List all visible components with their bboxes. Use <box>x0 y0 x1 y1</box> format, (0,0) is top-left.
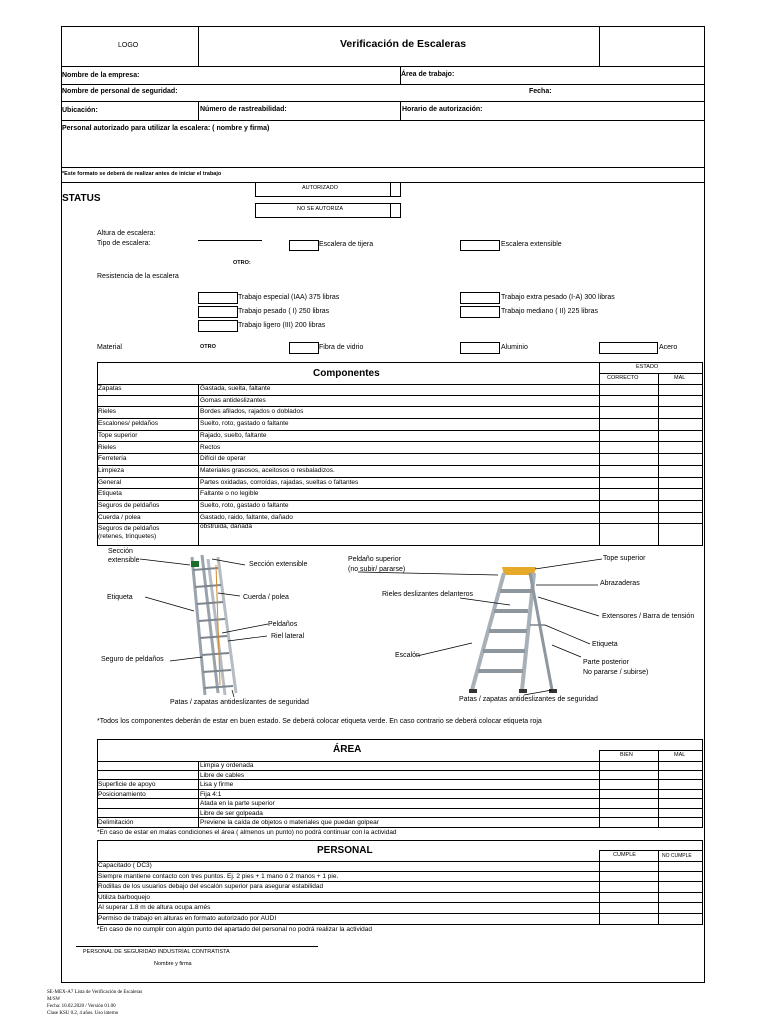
label-seccion-extensible: Sección extensible <box>249 561 308 568</box>
row-desc: Lisa y firme <box>200 781 234 788</box>
no-autoriza-text: NO SE AUTORIZA <box>297 206 344 212</box>
table-row <box>97 489 703 501</box>
extra-pesado-label: Trabajo extra pesado (I-A) 300 libras <box>501 294 615 301</box>
footer-line-4: Clase KSU 0.2, 4 años. Uso interno <box>47 1011 119 1016</box>
row-name: Rieles <box>98 443 117 451</box>
table-row <box>97 419 703 431</box>
status-label: STATUS <box>62 193 101 204</box>
bien-header: BIEN <box>620 752 633 758</box>
table-row <box>97 790 703 800</box>
label-abrazaderas: Abrazaderas <box>600 580 640 587</box>
footer-line-3: Fecha: 10.02.2020 / Versión 01.00 <box>47 1004 116 1009</box>
row-name: Rieles <box>98 408 117 416</box>
row-desc: Gastado, raido, faltante, dañado <box>200 513 293 521</box>
checkbox-fibra[interactable] <box>289 342 319 354</box>
logo-placeholder: LOGO <box>118 42 139 49</box>
row-name: Seguros de peldaños <box>98 502 160 509</box>
row-name: Delimitación <box>98 819 134 826</box>
personal-item: Capacitado ( DC3) <box>98 862 152 869</box>
row-name: Escalones/ peldaños <box>98 420 158 428</box>
row-desc: Gastada, suelta, faltante <box>200 385 271 392</box>
label-etiqueta-right: Etiqueta <box>592 641 618 648</box>
table-row <box>97 478 703 490</box>
checkbox-mediano[interactable] <box>460 306 500 318</box>
row-desc: Atada en la parte superior <box>200 800 275 807</box>
row-name: Etiqueta <box>98 490 122 498</box>
acero-label: Acero <box>659 344 678 351</box>
area-trabajo-label: Área de trabajo: <box>401 71 455 78</box>
row-desc: Bordes afilados, rajados o doblados <box>200 408 304 416</box>
tijera-label: Escalera de tijera <box>319 241 374 248</box>
ubicacion-label: Ubicación: <box>62 107 98 114</box>
table-row <box>97 903 703 914</box>
mal-header: MAL <box>674 375 686 381</box>
row-name: Superficie de apoyo <box>98 781 156 788</box>
checkbox-aluminio[interactable] <box>460 342 500 354</box>
table-row <box>97 861 703 872</box>
row-desc: Difícil de operar <box>200 455 246 463</box>
table-row <box>97 431 703 443</box>
table-row <box>97 771 703 781</box>
ligero-label: Trabajo ligero (III) 200 libras <box>238 322 326 329</box>
row-name: Zapatas <box>98 385 122 392</box>
componentes-title: Componentes <box>313 368 380 379</box>
table-row <box>97 882 703 893</box>
nota-componentes: *Todos los componentes deberán de estar en buen estado. Se deberá colocar etiqueta verde. En caso contrario se deberá colocar etiqueta roja <box>97 718 542 725</box>
horario-label: Horario de autorización: <box>402 106 483 113</box>
row-desc: Libre de cables <box>200 771 245 779</box>
area-title: ÁREA <box>333 744 362 755</box>
empresa-label: Nombre de la empresa: <box>62 72 140 79</box>
table-row <box>97 799 703 809</box>
nota-formato: *Este formato se deberá de realizar antes de iniciar el trabajo <box>62 171 222 177</box>
row-name: Tope superior <box>98 431 138 439</box>
row-name: Cuerda / polea <box>98 513 141 521</box>
fecha-label: Fecha: <box>529 88 552 95</box>
table-row <box>97 914 703 925</box>
firma-nombre: Nombre y firma <box>154 961 192 967</box>
checkbox-tijera[interactable] <box>289 240 319 251</box>
row-name: Limpieza <box>98 466 125 474</box>
table-row <box>97 893 703 904</box>
extension-ladder-illustration <box>191 555 236 695</box>
row-desc: Rectos <box>200 443 221 451</box>
no-cumple-header: NO CUMPLE <box>662 853 692 859</box>
personal-item: Rodillas de los usuarios debajo del escalón superior para asegurar estabilidad <box>98 883 324 891</box>
form-title: Verificación de Escaleras <box>340 38 467 50</box>
resistencia-label: Resistencia de la escalera <box>97 273 179 280</box>
estado-header: ESTADO <box>636 364 659 370</box>
table-row <box>97 454 703 466</box>
personal-seguridad-label: Nombre de personal de seguridad: <box>62 88 178 95</box>
label-cuerda: Cuerda / polea <box>243 594 289 601</box>
personal-item: Siempre mantiene contacto con tres puntos. Ej. 2 pies + 1 mano ó 2 manos + 1 pie. <box>98 872 339 880</box>
row-desc: Partes oxidadas, corroídas, rajadas, sueltas o faltantes <box>200 478 359 486</box>
row-desc: Libre de ser golpeada <box>200 809 263 817</box>
label-patas-right: Patas / zapatas antideslizantes de seguridad <box>459 696 598 703</box>
label-riel-lateral: Riel lateral <box>271 633 305 640</box>
personal-nota: *En caso de no cumplir con algún punto del apartado del personal no podrá realizar la actividad <box>97 926 372 933</box>
altura-label: Altura de escalera: <box>97 230 156 237</box>
table-row-last-name2: (retenes, trinquetes) <box>98 533 157 540</box>
label-escalon: Escalón <box>395 652 420 659</box>
label-seguro: Seguro de peldaños <box>101 656 164 663</box>
personal-item: Utiliza barboquejo <box>98 893 151 901</box>
label-extensores: Extensores / Barra de tensión <box>602 613 695 620</box>
checkbox-extensible[interactable] <box>460 240 500 251</box>
cumple-header: CUMPLE <box>613 852 636 858</box>
row-desc: Gomas antideslizantes <box>200 396 266 404</box>
aluminio-label: Aluminio <box>501 344 528 351</box>
area-mal-header: MAL <box>674 752 686 758</box>
table-row <box>97 513 703 525</box>
correcto-header: CORRECTO <box>607 375 639 381</box>
label-no-pararse: No pararse / subirse) <box>583 669 649 676</box>
table-row <box>97 872 703 883</box>
otro-label: OTRO: <box>233 260 251 266</box>
checkbox-pesado[interactable] <box>198 306 238 318</box>
footer-line-1: SE-MEX-A7 Lista de Verificación de Escaleras <box>47 990 143 995</box>
step-ladder-illustration <box>469 567 557 693</box>
row-desc: Suelto, roto, gastado o faltante <box>200 502 289 509</box>
row-desc: Limpia y ordenada <box>200 762 254 769</box>
checkbox-extra-pesado[interactable] <box>460 292 500 304</box>
row-name: General <box>98 478 122 486</box>
material-otro-label: OTRO <box>200 344 216 350</box>
rastreabilidad-label: Número de rastreabilidad: <box>200 106 287 113</box>
table-row <box>97 384 703 396</box>
table-row <box>97 501 703 513</box>
checkbox-ligero[interactable] <box>198 320 238 332</box>
checkbox-acero[interactable] <box>599 342 658 354</box>
row-desc: Faltante o no legible <box>200 490 259 498</box>
table-row <box>97 396 703 408</box>
area-nota: *En caso de estar en malas condiciones el área ( almenos un punto) no podrá continuar con la actividad <box>97 829 397 836</box>
label-seccion2: extensible <box>108 557 140 564</box>
tipo-label: Tipo de escalera: <box>97 240 151 247</box>
row-desc: Materiales grasosos, aceitosos o resbaladizos. <box>200 466 335 474</box>
table-row-last-desc: obstruida, dañada <box>200 523 253 530</box>
label-peldano-superior: Peldaño superior <box>348 556 401 563</box>
row-desc: Fija 4:1 <box>200 790 222 798</box>
label-rieles-deslizantes: Rieles deslizantes delanteros <box>382 591 474 598</box>
table-row-last-name: Seguros de peldaños <box>98 525 160 532</box>
row-name: Posicionamiento <box>98 790 146 798</box>
pesado-label: Trabajo pesado ( I) 250 libras <box>238 308 330 315</box>
row-desc: Suelto, roto, gastado o faltante <box>200 420 289 428</box>
label-parte-posterior: Parte posterior <box>583 659 629 666</box>
label-etiqueta: Etiqueta <box>107 594 133 601</box>
label-no-subir: (no subir/ pararse) <box>348 566 406 573</box>
autorizado-text: AUTORIZADO <box>302 185 338 191</box>
fibra-label: Fibra de vidrio <box>319 344 364 351</box>
material-label: Material <box>97 344 122 351</box>
label-tope-superior: Tope superior <box>603 555 646 562</box>
firma-titulo: PERSONAL DE SEGURIDAD INDUSTRIAL CONTRATISTA <box>83 949 230 955</box>
personal-item: Al superar 1.8 m de altura ocupa arnés <box>98 904 211 912</box>
personal-title: PERSONAL <box>317 845 373 856</box>
mediano-label: Trabajo mediano ( II) 225 libras <box>501 308 599 315</box>
table-row <box>97 780 703 790</box>
label-seccion: Sección <box>108 548 133 555</box>
especial-label: Trabajo especial (IAA) 375 libras <box>238 294 340 301</box>
table-row <box>97 761 703 771</box>
label-peldanos: Peldaños <box>268 621 298 628</box>
row-desc: Rajado, suelto, faltante <box>200 431 267 439</box>
table-row <box>97 809 703 819</box>
table-row <box>97 443 703 455</box>
label-patas-left: Patas / zapatas antideslizantes de seguridad <box>170 699 309 706</box>
footer-line-2: M/SW <box>47 997 61 1002</box>
table-row <box>97 407 703 419</box>
extensible-label: Escalera extensible <box>501 241 562 248</box>
personal-autorizado-label: Personal autorizado para utilizar la escalera: ( nombre y firma) <box>62 125 270 132</box>
checkbox-especial[interactable] <box>198 292 238 304</box>
table-row <box>97 818 703 828</box>
personal-item: Permiso de trabajo en alturas en formato autorizado por AUDI <box>98 915 277 922</box>
row-desc: Previene la caída de objetos o materiales que puedan golpear <box>200 819 379 826</box>
table-row <box>97 466 703 478</box>
ladder-diagram <box>90 545 730 715</box>
row-name: Ferretería <box>98 455 127 463</box>
